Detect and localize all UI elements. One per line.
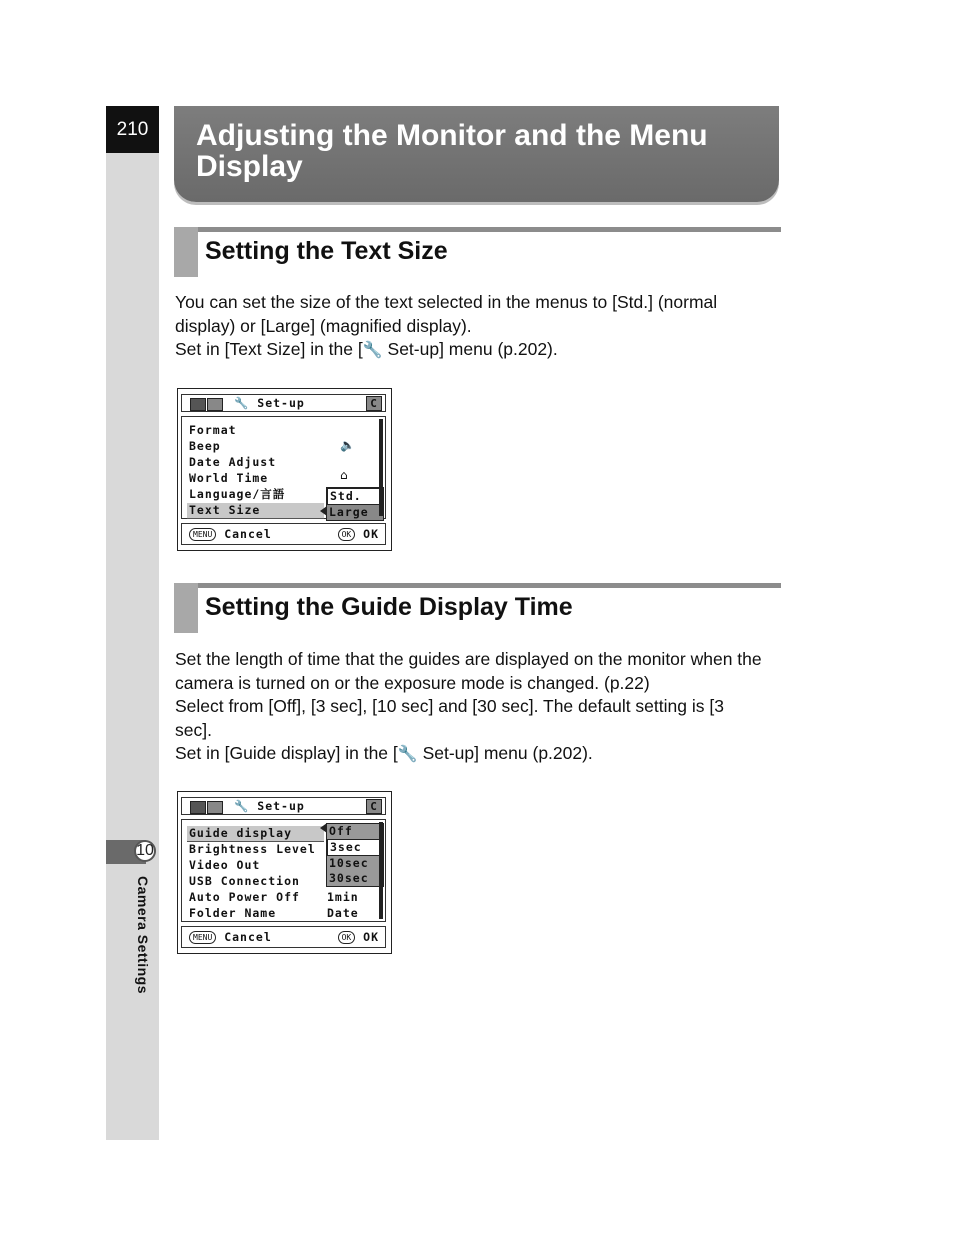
menu-item-language: Language/言語 — [189, 487, 286, 501]
camera-icon — [190, 398, 206, 411]
option-std: Std. — [327, 488, 383, 505]
paragraph: Select from [Off], [3 sec], [10 sec] and [30 sec]. The default setting is [3 sec]. — [175, 696, 724, 740]
screen-footer — [181, 523, 386, 545]
menu-item-text-size: Text Size — [187, 503, 324, 519]
ok-hint — [338, 527, 379, 541]
camera-screen-guide-display — [177, 791, 392, 954]
paragraph: You can set the size of the text selected in the menus to [Std.] (normal display) or [Large] (magnified display). — [175, 292, 718, 336]
screen-menu-list — [181, 819, 386, 922]
menu-item-world-time: World Time — [189, 471, 269, 485]
text: Set-up] menu (p.202). — [382, 339, 558, 359]
page-title: Adjusting the Monitor and the Menu Display — [196, 119, 708, 183]
camera-screen-text-size — [177, 388, 392, 551]
guide-time-popup — [326, 823, 384, 887]
screen-footer — [181, 926, 386, 948]
menu-item-date-adjust: Date Adjust — [189, 455, 277, 469]
wrench-icon: 🔧 — [397, 746, 418, 763]
cancel-hint — [189, 527, 272, 541]
text-size-description — [175, 291, 775, 363]
playback-icon — [207, 801, 223, 814]
cancel-label: Cancel — [224, 930, 272, 944]
page-number: 210 — [106, 106, 159, 153]
ok-button-icon: OK — [338, 528, 356, 541]
screen-scrollbar — [379, 822, 383, 919]
wrench-icon: 🔧 — [234, 799, 250, 813]
paragraph: Set the length of time that the guides are displayed on the monitor when the camera is turned on or the exposure mode is changed. (p.22) — [175, 649, 762, 693]
cancel-hint — [189, 930, 272, 944]
menu-item-auto-power-off: Auto Power Off — [189, 890, 300, 904]
menu-item-usb: USB Connection — [189, 874, 300, 888]
menu-item-brightness: Brightness Level — [189, 842, 316, 856]
side-strip — [106, 106, 159, 1140]
value-folder-name: Date — [327, 906, 359, 920]
wrench-icon: 🔧 — [362, 342, 383, 359]
heading-rule — [174, 227, 781, 232]
menu-item-beep: Beep — [189, 439, 221, 453]
paragraph-setin — [175, 338, 775, 363]
chapter-label: Camera Settings — [135, 876, 151, 994]
text-size-popup — [326, 487, 384, 521]
menu-button-icon: MENU — [189, 528, 216, 541]
screen-tab-bar — [181, 394, 386, 412]
guide-display-description — [175, 648, 775, 767]
menu-item-video-out: Video Out — [189, 858, 261, 872]
screen-menu-list — [181, 416, 386, 519]
heading-marker — [174, 583, 198, 633]
tab-title-text: Set-up — [257, 396, 305, 410]
menu-item-folder-name: Folder Name — [189, 906, 277, 920]
heading-marker — [174, 227, 198, 277]
paragraph-setin — [175, 742, 775, 767]
chapter-number: 10 — [134, 840, 156, 862]
camera-icon — [190, 801, 206, 814]
screen-scrollbar — [379, 419, 383, 516]
ok-label: OK — [363, 527, 379, 541]
section-heading-text-size — [174, 227, 781, 277]
value-auto-power-off: 1min — [327, 890, 359, 904]
tab-title-text: Set-up — [257, 799, 305, 813]
title-banner — [174, 106, 779, 202]
setup-tab-title — [234, 799, 305, 813]
option-large: Large — [329, 505, 369, 519]
custom-badge: C — [366, 396, 382, 411]
mode-icons — [190, 398, 224, 412]
screen-tab-bar — [181, 797, 386, 815]
ok-label: OK — [363, 930, 379, 944]
home-icon: ⌂ — [340, 468, 349, 482]
section-heading-guide-display — [174, 583, 781, 633]
ok-hint — [338, 930, 379, 944]
cancel-label: Cancel — [224, 527, 272, 541]
menu-button-icon: MENU — [189, 931, 216, 944]
option-3sec: 3sec — [327, 839, 383, 856]
custom-badge: C — [366, 799, 382, 814]
text: Set in [Guide display] in the [ — [175, 743, 398, 763]
setup-tab-title — [234, 396, 305, 410]
option-30sec: 30sec — [327, 871, 383, 886]
heading-rule — [174, 583, 781, 588]
menu-item-guide-display: Guide display — [187, 826, 324, 842]
section-title: Setting the Text Size — [205, 237, 448, 265]
option-10sec: 10sec — [327, 856, 383, 871]
wrench-icon: 🔧 — [234, 396, 250, 410]
text: Set-up] menu (p.202). — [417, 743, 593, 763]
playback-icon — [207, 398, 223, 411]
menu-item-format: Format — [189, 423, 237, 437]
speaker-icon: 🔈 — [340, 438, 356, 452]
text: Set in [Text Size] in the [ — [175, 339, 363, 359]
mode-icons — [190, 801, 224, 815]
ok-button-icon: OK — [338, 931, 356, 944]
section-title: Setting the Guide Display Time — [205, 593, 573, 621]
option-off: Off — [327, 824, 383, 839]
